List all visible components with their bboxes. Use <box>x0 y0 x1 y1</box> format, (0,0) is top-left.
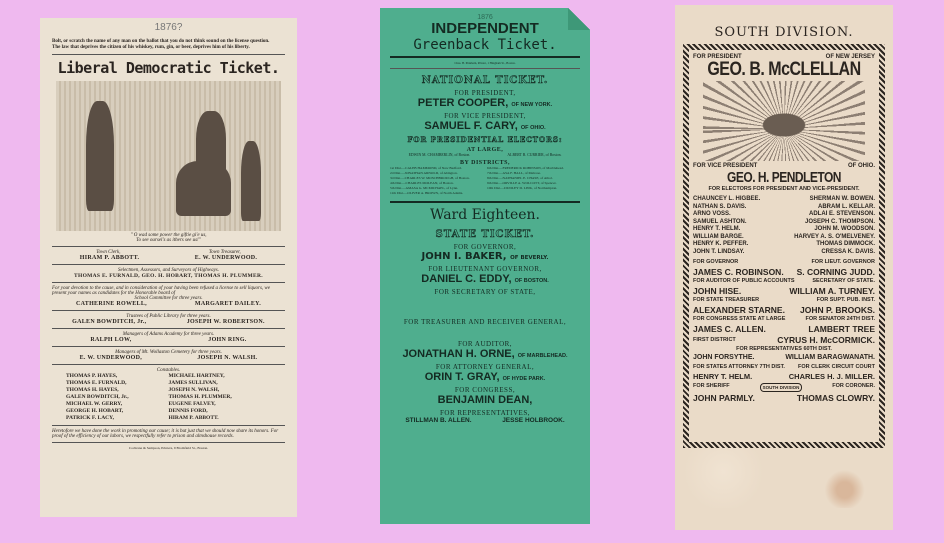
constable: HIRAM P. ABBOTT. <box>168 415 219 421</box>
lt-governor-label: FOR LIEUT. GOVERNOR <box>811 259 875 265</box>
preamble-2: The law that deprives the citizen of his whiskey, rum, gin, or beer, deprives him of his liberty. <box>52 45 250 50</box>
eagle-shield-icon <box>703 81 865 161</box>
sheriff: JOHN PARMLY. <box>693 393 755 403</box>
state-ticket-label: STATE TICKET. <box>435 229 535 240</box>
school-label: School Committee for three years. <box>134 296 203 301</box>
district: 6th Dist.—FREDERICK ROBINSON, of Marblehead. <box>487 166 564 170</box>
cemetery-label: Managers of Mt. Wollaston Cemetery for three years. <box>115 350 222 355</box>
elector: JOHN M. WOODSON. <box>814 226 875 232</box>
school-1: CATHERINE ROWELL, <box>75 301 147 307</box>
governor: JAMES C. ROBINSON. <box>693 267 784 277</box>
elector: SHERMAN W. BOWEN. <box>809 196 875 202</box>
district: 3d Dist.—CHARLES W. MOSCHBROUGH, of Boston. <box>390 176 470 180</box>
clerk: CHARLES H. J. MILLER. <box>788 372 875 381</box>
constables-list <box>52 373 285 422</box>
president-label: FOR PRESIDENT, <box>454 89 516 97</box>
town-clerk-label: Town Clerk, <box>96 250 121 255</box>
vp-of: OF OHIO. <box>520 125 546 131</box>
secretary: WILLIAM A. TURNEY. <box>789 286 875 296</box>
coroner: THOMAS CLOWRY. <box>796 393 875 403</box>
constable: PATRICK F. LACY, <box>66 415 114 421</box>
governor-label: FOR GOVERNOR, <box>453 243 517 251</box>
library-label: Trustees of Public Library for three years. <box>126 314 211 319</box>
lt-governor: DANIEL C. EDDY, <box>421 273 512 285</box>
districts-list <box>390 166 580 196</box>
electors-list <box>693 196 875 256</box>
first-district: CYRUS H. McCORMICK. <box>777 335 875 345</box>
at-large-1: EDWIN M. CHAMBERLIN, of Boston. <box>408 153 471 157</box>
district: 2d Dist.—JONATHAN ARNOLD, of Abington. <box>390 171 458 175</box>
coroner-label: FOR CORONER. <box>832 383 875 389</box>
president-of: OF NEW YORK. <box>511 102 553 108</box>
district: 10th Dist.—DUDLEY D. LINK, of Northampton. <box>487 186 558 190</box>
auditor-of: OF MARBLEHEAD. <box>517 353 568 359</box>
district: 5th Dist.—AMASA G. MCMICHAEL, of Lynn. <box>390 186 459 190</box>
constable: THOMAS H. HAYES, <box>66 387 119 393</box>
vp-label: FOR VICE PRESIDENT <box>693 163 758 169</box>
auditor: JONATHAN H. ORNE, <box>402 348 515 360</box>
representatives-label: FOR REPRESENTATIVES 60TH DIST. <box>736 346 832 352</box>
governor-label: FOR GOVERNOR <box>693 259 739 265</box>
constable: GEORGE H. HOBART, <box>66 408 124 414</box>
town-treasurer: E. W. UNDERWOOD. <box>194 255 258 261</box>
representative-2: JESSE HOLBROOK. <box>502 417 565 424</box>
district: 7th Dist.—ASA F. HALL, of Melrose. <box>487 171 541 175</box>
treasurer: ALEXANDER STARNE. <box>693 305 785 315</box>
elector: ABRAM L. KELLAR. <box>818 203 875 210</box>
supt-label: FOR SUPT. PUB. INST. <box>816 297 875 303</box>
president-of: OF NEW JERSEY <box>825 54 875 60</box>
handwritten-date: 1876? <box>154 22 183 33</box>
auditor-label: FOR AUDITOR, <box>457 340 513 348</box>
caption-2: To see oursel's as ithers see us!" <box>136 238 201 243</box>
attorney-general-label: FOR ATTORNEY GENERAL, <box>435 363 535 371</box>
district: 11th Dist.—OLIVER A. BROWN, of North Adams. <box>390 191 464 195</box>
vp-label: FOR VICE PRESIDENT, <box>444 112 526 120</box>
folded-corner <box>568 8 590 30</box>
congress-label: FOR CONGRESS, <box>454 386 516 394</box>
congress-label: FOR CONGRESS STATE AT LARGE <box>693 316 786 322</box>
constable: MICHAEL W. GERRY, <box>66 401 123 407</box>
lt-governor-of: OF BOSTON. <box>514 278 549 284</box>
treasurer-label: FOR TREASURER AND RECEIVER GENERAL, <box>403 318 567 326</box>
constable: EUGENE FALVEY, <box>168 401 216 407</box>
representative-1: STILLMAN B. ALLEN. <box>405 417 472 424</box>
vp-of: OF OHIO. <box>848 163 875 169</box>
ward-heading: Ward Eighteen. <box>430 207 540 223</box>
elector: NATHAN S. DAVIS. <box>693 203 747 210</box>
cemetery-1: E. W. UNDERWOOD, <box>79 355 143 361</box>
handwritten-date: 1876 <box>477 14 493 21</box>
states-attorney-label: FOR STATES ATTORNEY 7TH DIST. <box>693 364 785 370</box>
academy-label: Managers of Adams Academy for three years. <box>122 332 215 337</box>
constables-label: Constables. <box>156 368 181 373</box>
printer-credit: Chas. H. Pinkham, Printer, 1 Hingham St., Boston. <box>454 61 516 65</box>
constable: THOMAS E. FURNALD, <box>66 380 127 386</box>
electors-label: FOR ELECTORS FOR PRESIDENT AND VICE-PRESIDENT. <box>708 186 860 192</box>
congress-at-large: JAMES C. ALLEN. <box>693 324 766 334</box>
district: 9th Dist.—ORVILLE A. WOLCOTT, of Spencer. <box>487 181 557 185</box>
treasurer-label: FOR STATE TREASURER <box>693 297 760 303</box>
constable: MICHAEL HARTNEY, <box>168 373 225 379</box>
clerk-label: FOR CLERK CIRCUIT COURT <box>798 364 875 370</box>
president-label: FOR PRESIDENT <box>693 54 742 60</box>
district: 1st Dist.—CALEB HAMMOND, of New Bedford. <box>390 166 462 170</box>
ornamental-frame <box>683 44 885 448</box>
governor: JOHN I. BAKER, <box>421 251 507 262</box>
constable: THOMAS P. HAYES, <box>66 373 118 379</box>
caption-1: " O wad some power the giftie gi'e us, <box>130 233 207 238</box>
elector: HARVEY A. S. O'MELVENEY. <box>794 233 875 240</box>
lt-governor-label: FOR LIEUTENANT GOVERNOR, <box>428 265 542 273</box>
congress-candidate: BENJAMIN DEAN, <box>437 394 533 406</box>
elector: SAMUEL ASHTON. <box>693 218 747 225</box>
constable: JOSEPH N. WALSH, <box>168 387 220 393</box>
printer-credit: Cochrane & Sampson, Printers, 9 Bromfield St., Boston. <box>128 446 209 450</box>
at-large-label: AT LARGE, <box>466 147 504 153</box>
vice-president: GEO. H. PENDLETON <box>727 168 841 186</box>
elector: CHAUNCEY L. HIGBEE. <box>693 196 761 202</box>
cartoon-illustration <box>56 81 281 231</box>
representative-1: JOHN FORSYTHE. <box>693 354 755 361</box>
secretary-label: SECRETARY OF STATE. <box>812 278 875 284</box>
vice-president: SAMUEL F. CARY, <box>424 120 518 132</box>
liberal-democratic-ballot <box>40 18 297 517</box>
greenback-ballot <box>380 8 590 524</box>
districts-label: BY DISTRICTS, <box>460 160 510 166</box>
supt: JOHN P. BROOKS. <box>800 305 875 315</box>
constable: THOMAS H. PLUMMER, <box>168 394 232 400</box>
academy-2: JOHN RING. <box>208 337 247 343</box>
secretary-label: FOR SECRETARY OF STATE, <box>434 288 536 296</box>
states-attorney: HENRY T. HELM. <box>693 372 753 381</box>
selectmen: THOMAS E. FURNALD, GEO. H. HOBART, THOMAS H. PLUMMER. <box>74 273 263 279</box>
president: PETER COOPER, <box>417 97 509 109</box>
selectmen-label: Selectmen, Assessors, and Surveyors of Highways. <box>117 268 219 273</box>
constable: DENNIS FORD, <box>168 408 208 414</box>
district: 4th Dist.—CHARLES MOLEAN, of Boston. <box>390 181 454 185</box>
representative-2: WILLIAM BARAGWANATH. <box>785 354 875 361</box>
library-2: JOSEPH W. ROBERTSON. <box>186 319 265 325</box>
auditor: JOHN HISE. <box>693 286 742 296</box>
division-seal: SOUTH DIVISION <box>760 383 803 392</box>
elector: HENRY T. HELM. <box>693 226 741 232</box>
elector: ADLAI E. STEVENSON. <box>808 211 875 217</box>
elector: WILLIAM BARGE. <box>693 233 744 240</box>
first-district-label: FIRST DISTRICT <box>693 337 736 343</box>
academy-1: RALPH LOW, <box>90 337 132 343</box>
senator-label: FOR SENATOR 24TH DIST. <box>805 316 875 322</box>
attorney-general-of: OF HYDE PARK. <box>502 376 546 382</box>
constable: GALEN BOWDITCH, Jr., <box>66 394 129 400</box>
elector: CRESSA K. DAVIS. <box>821 248 875 255</box>
cemetery-2: JOSEPH N. WALSH. <box>197 355 258 361</box>
electors-label: FOR PRESIDENTIAL ELECTORS: <box>407 135 563 144</box>
town-treasurer-label: Town Treasurer, <box>208 250 241 255</box>
attorney-general: ORIN T. GRAY, <box>424 371 500 383</box>
president: GEO. B. McCLELLAN <box>707 59 861 80</box>
preamble-1: Bolt, or scratch the name of any man on the ballot that you do not think sound on the license question. <box>52 39 270 44</box>
school-2: MARGARET DAILEY. <box>194 301 262 307</box>
title-greenback: Greenback Ticket. <box>413 37 557 53</box>
blank-stained-margin <box>683 448 885 508</box>
ballot-title: SOUTH DIVISION. <box>714 25 854 40</box>
town-clerk: HIRAM P. ABBOTT. <box>79 255 140 261</box>
elector: JOHN T. LINDSAY. <box>693 248 745 255</box>
elector: ARNO VOSS. <box>693 211 731 217</box>
dedication: For your devotion to the cause, and in consideration of your having been refused a license to sell liquors, we present your names as candidates for the Honorable board of <box>52 286 270 296</box>
lt-governor: S. CORNING JUDD. <box>796 267 875 277</box>
auditor-label: FOR AUDITOR OF PUBLIC ACCOUNTS <box>693 278 795 284</box>
elector: JOSEPH C. THOMPSON. <box>804 218 875 225</box>
at-large-2: ALBERT B. CURRIER, of Boston. <box>507 153 562 157</box>
library-1: GALEN BOWDITCH, Jr., <box>72 319 147 325</box>
senator: LAMBERT TREE <box>808 324 875 334</box>
closing-statement: Heretofore we have done the work in promoting our cause; it is but just that we should now share its honors. For proof of the efficiency of our labors, we respectfully refer to prison and almshouse records. <box>52 429 279 439</box>
constable: JAMES SULLIVAN, <box>168 380 218 386</box>
elector: HENRY K. PEFFER. <box>693 241 749 247</box>
national-ticket-label: NATIONAL TICKET. <box>421 75 549 86</box>
sheriff-label: FOR SHERIFF <box>693 383 730 389</box>
title-independent: INDEPENDENT <box>431 20 539 37</box>
ballot-title: Liberal Democratic Ticket. <box>57 59 280 77</box>
district: 8th Dist.—NATHANIEL E. CHASE, of Athol. <box>487 176 553 180</box>
representatives-label: FOR REPRESENTATIVES, <box>440 409 530 417</box>
governor-of: OF BEVERLY. <box>510 255 549 261</box>
elector: THOMAS DIMMOCK. <box>816 241 875 247</box>
south-division-ballot <box>675 5 893 530</box>
